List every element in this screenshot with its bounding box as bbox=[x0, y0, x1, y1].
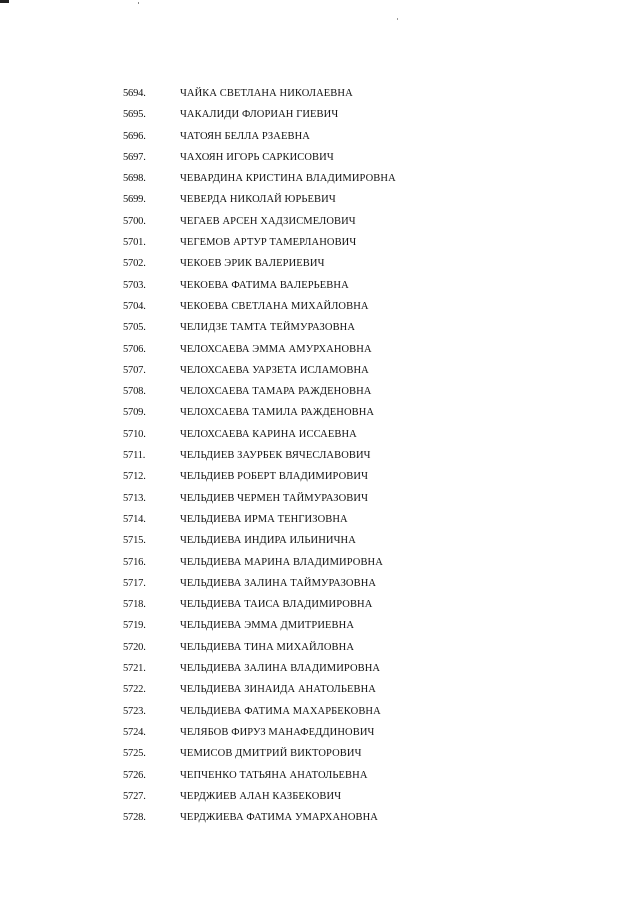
entry-name: ЧЕЛОХСАЕВА УАРЗЕТА ИСЛАМОВНА bbox=[180, 364, 369, 376]
list-item bbox=[0, 679, 640, 700]
list-item bbox=[0, 743, 640, 764]
entry-number: 5714. bbox=[123, 513, 146, 525]
list-item bbox=[0, 211, 640, 232]
entry-number: 5710. bbox=[123, 428, 146, 440]
entry-name: ЧЕЛЬДИЕВ ЧЕРМЕН ТАЙМУРАЗОВИЧ bbox=[180, 492, 369, 504]
list-item bbox=[0, 232, 640, 253]
entry-number: 5720. bbox=[123, 641, 146, 653]
entry-name: ЧЕВАРДИНА КРИСТИНА ВЛАДИМИРОВНА bbox=[180, 173, 396, 185]
list-item bbox=[0, 402, 640, 423]
entry-number: 5694. bbox=[123, 88, 146, 99]
entry-name: ЧАТОЯН БЕЛЛА РЗАЕВНА bbox=[180, 130, 310, 142]
list-item bbox=[0, 317, 640, 338]
entry-name: ЧЕЛОХСАЕВА ТАМАРА РАЖДЕНОВНА bbox=[180, 386, 372, 398]
list-item bbox=[0, 189, 640, 210]
entry-number: 5712. bbox=[123, 471, 146, 483]
entry-name: ЧЕЛИДЗЕ ТАМТА ТЕЙМУРАЗОВНА bbox=[180, 322, 356, 334]
entry-number: 5707. bbox=[123, 364, 146, 376]
entry-number: 5727. bbox=[123, 790, 146, 802]
list-item bbox=[0, 807, 640, 828]
entry-number: 5724. bbox=[123, 726, 146, 738]
entry-name: ЧЕЛЬДИЕВА МАРИНА ВЛАДИМИРОВНА bbox=[180, 556, 383, 568]
list-item bbox=[0, 658, 640, 679]
entry-number: 5726. bbox=[123, 769, 146, 781]
list-item bbox=[0, 488, 640, 509]
list-item bbox=[0, 765, 640, 786]
list-item bbox=[0, 381, 640, 402]
list-item bbox=[0, 594, 640, 615]
entry-number: 5704. bbox=[123, 300, 146, 312]
list-item bbox=[0, 275, 640, 296]
list-item bbox=[0, 126, 640, 147]
entry-name: ЧАЙКА СВЕТЛАНА НИКОЛАЕВНА bbox=[180, 88, 353, 99]
entry-name: ЧЕЛЬДИЕВ РОБЕРТ ВЛАДИМИРОВИЧ bbox=[180, 471, 369, 483]
list-item bbox=[0, 104, 640, 125]
entry-name: ЧЕКОЕВА СВЕТЛАНА МИХАЙЛОВНА bbox=[180, 300, 369, 312]
entry-number: 5703. bbox=[123, 279, 146, 291]
entry-number: 5702. bbox=[123, 258, 146, 270]
entry-name: ЧЕРДЖИЕВ АЛАН КАЗБЕКОВИЧ bbox=[180, 790, 342, 802]
entry-name: ЧЕЛЯБОВ ФИРУЗ МАНАФЕДДИНОВИЧ bbox=[180, 726, 375, 738]
entry-name: ЧАХОЯН ИГОРЬ САРКИСОВИЧ bbox=[180, 151, 334, 163]
entry-name: ЧЕЛЬДИЕВА ЗИНАИДА АНАТОЛЬЕВНА bbox=[180, 684, 376, 696]
entry-name: ЧЕЛОХСАЕВА ТАМИЛА РАЖДЕНОВНА bbox=[180, 407, 375, 419]
list-item bbox=[0, 360, 640, 381]
list-item bbox=[0, 509, 640, 530]
list-item bbox=[0, 786, 640, 807]
entry-name: ЧЕВЕРДА НИКОЛАЙ ЮРЬЕВИЧ bbox=[180, 194, 336, 206]
entry-name: ЧЕЛОХСАЕВА КАРИНА ИССАЕВНА bbox=[180, 428, 357, 440]
entry-number: 5723. bbox=[123, 705, 146, 717]
list-item bbox=[0, 530, 640, 551]
entry-number: 5696. bbox=[123, 130, 146, 142]
entry-number: 5721. bbox=[123, 663, 146, 675]
list-item bbox=[0, 701, 640, 722]
entry-name: ЧЕЛЬДИЕВ ЗАУРБЕК ВЯЧЕСЛАВОВИЧ bbox=[180, 450, 371, 462]
entry-number: 5716. bbox=[123, 556, 146, 568]
entry-number: 5699. bbox=[123, 194, 146, 206]
scan-artifact-mark bbox=[0, 0, 9, 3]
entry-number: 5706. bbox=[123, 343, 146, 355]
entry-name: ЧЕЛЬДИЕВА ЭММА ДМИТРИЕВНА bbox=[180, 620, 355, 632]
entry-number: 5725. bbox=[123, 748, 146, 760]
entry-name: ЧЕЛЬДИЕВА ФАТИМА МАХАРБЕКОВНА bbox=[180, 705, 381, 717]
list-item bbox=[0, 445, 640, 466]
entry-number: 5722. bbox=[123, 684, 146, 696]
entry-number: 5713. bbox=[123, 492, 146, 504]
list-item bbox=[0, 168, 640, 189]
entry-name: ЧЕЛЬДИЕВА ТАИСА ВЛАДИМИРОВНА bbox=[180, 599, 373, 611]
entry-name: ЧАКАЛИДИ ФЛОРИАН ГИЕВИЧ bbox=[180, 109, 339, 121]
list-item bbox=[0, 424, 640, 445]
entry-name: ЧЕКОЕВА ФАТИМА ВАЛЕРЬЕВНА bbox=[180, 279, 349, 291]
scan-artifact-dot bbox=[397, 18, 398, 20]
entry-name: ЧЕЛЬДИЕВА ЗАЛИНА ТАЙМУРАЗОВНА bbox=[180, 577, 377, 589]
list-item bbox=[0, 637, 640, 658]
entry-name: ЧЕПЧЕНКО ТАТЬЯНА АНАТОЛЬЕВНА bbox=[180, 769, 368, 781]
entry-name: ЧЕМИСОВ ДМИТРИЙ ВИКТОРОВИЧ bbox=[180, 748, 362, 760]
list-item bbox=[0, 552, 640, 573]
entry-number: 5697. bbox=[123, 151, 146, 163]
list-item bbox=[0, 339, 640, 360]
entry-number: 5715. bbox=[123, 535, 146, 547]
entry-number: 5718. bbox=[123, 599, 146, 611]
entry-number: 5717. bbox=[123, 577, 146, 589]
entry-number: 5728. bbox=[123, 812, 146, 824]
list-item bbox=[0, 253, 640, 274]
entry-name: ЧЕЛЬДИЕВА ИНДИРА ИЛЬИНИЧНА bbox=[180, 535, 356, 547]
list-item bbox=[0, 615, 640, 636]
list-item bbox=[0, 466, 640, 487]
list-item bbox=[0, 573, 640, 594]
entry-name: ЧЕГЕМОВ АРТУР ТАМЕРЛАНОВИЧ bbox=[180, 237, 357, 249]
entry-name: ЧЕЛЬДИЕВА ИРМА ТЕНГИЗОВНА bbox=[180, 513, 348, 525]
entry-number: 5700. bbox=[123, 215, 146, 227]
entry-name: ЧЕЛЬДИЕВА ТИНА МИХАЙЛОВНА bbox=[180, 641, 355, 653]
name-list bbox=[0, 83, 640, 828]
entry-number: 5698. bbox=[123, 173, 146, 185]
entry-number: 5719. bbox=[123, 620, 146, 632]
entry-number: 5705. bbox=[123, 322, 146, 334]
entry-name: ЧЕРДЖИЕВА ФАТИМА УМАРХАНОВНА bbox=[180, 812, 378, 824]
list-item bbox=[0, 147, 640, 168]
entry-number: 5711. bbox=[123, 450, 146, 462]
entry-name: ЧЕЛЬДИЕВА ЗАЛИНА ВЛАДИМИРОВНА bbox=[180, 663, 381, 675]
entry-name: ЧЕКОЕВ ЭРИК ВАЛЕРИЕВИЧ bbox=[180, 258, 325, 270]
list-item bbox=[0, 722, 640, 743]
entry-number: 5695. bbox=[123, 109, 146, 121]
list-item bbox=[0, 296, 640, 317]
entry-name: ЧЕЛОХСАЕВА ЭММА АМУРХАНОВНА bbox=[180, 343, 372, 355]
entry-number: 5709. bbox=[123, 407, 146, 419]
entry-name: ЧЕГАЕВ АРСЕН ХАДЗИСМЕЛОВИЧ bbox=[180, 215, 356, 227]
entry-number: 5701. bbox=[123, 237, 146, 249]
list-item bbox=[0, 83, 640, 104]
scan-artifact-dot bbox=[138, 2, 139, 4]
entry-number: 5708. bbox=[123, 386, 146, 398]
